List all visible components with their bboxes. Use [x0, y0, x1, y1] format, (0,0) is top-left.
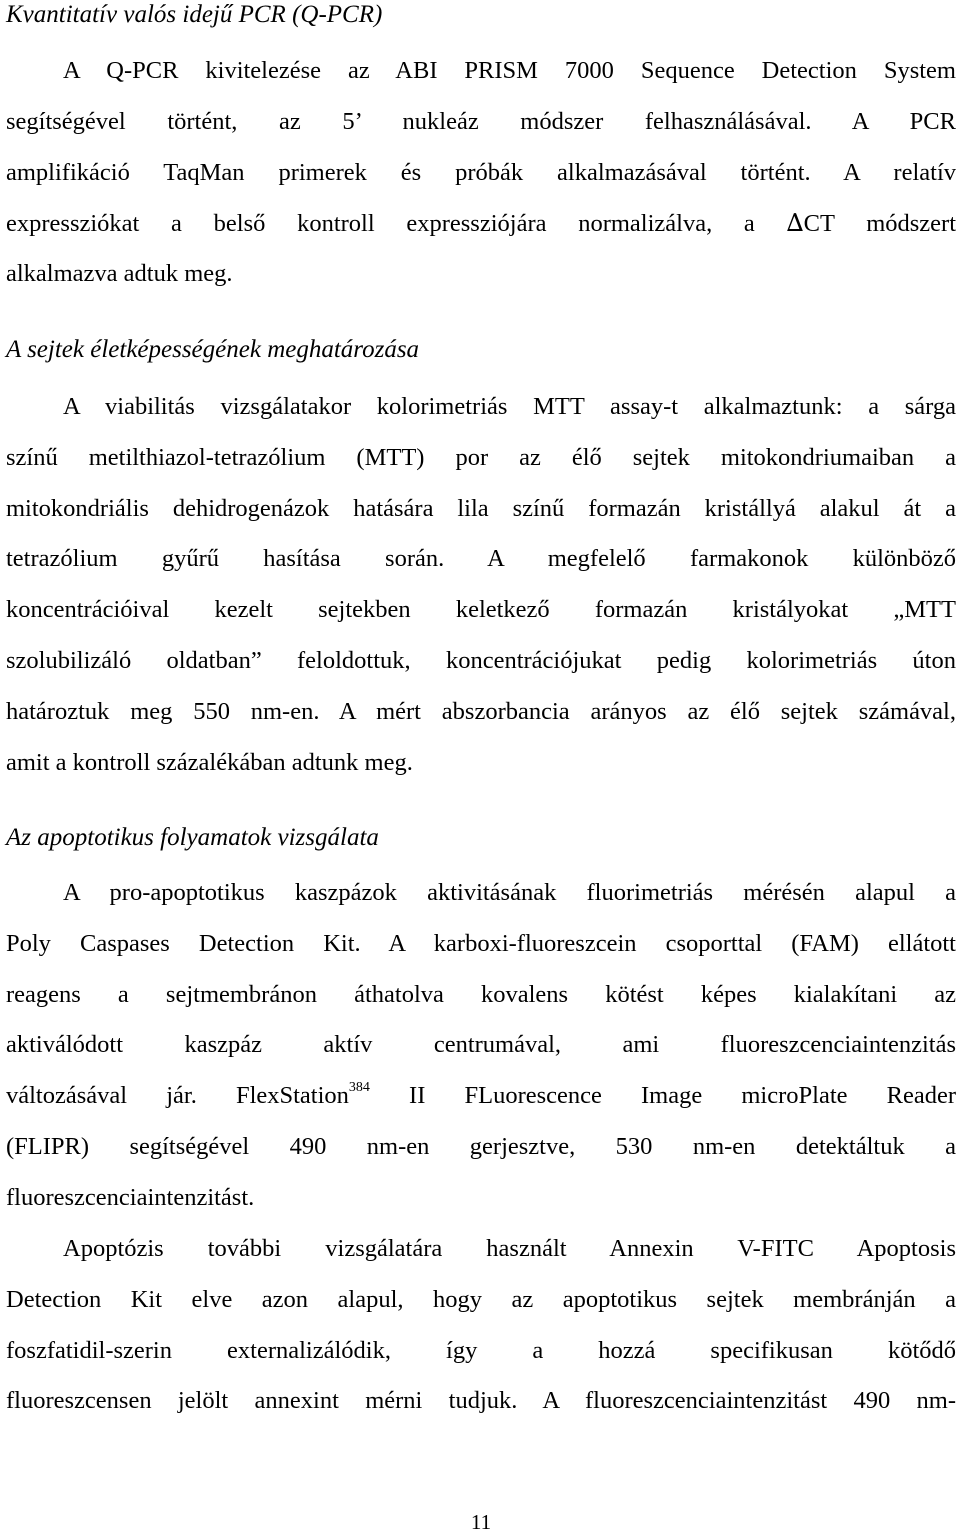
paragraph-line: koncentrációival kezelt sejtekben keletkező formazán kristályokat „MTT [6, 596, 956, 624]
paragraph-line: amplifikáció TaqMan primerek és próbák alkalmazásával történt. A relatív [6, 158, 956, 186]
paragraph-line: segítségével történt, az 5’ nukleáz módszer felhasználásával. A PCR [6, 107, 956, 135]
paragraph-line: szolubilizáló oldatban” feloldottuk, koncentrációjukat pedig kolorimetriás úton [6, 646, 956, 674]
paragraph-line: (FLIPR) segítségével 490 nm-en gerjesztve, 530 nm-en detektáltuk a [6, 1132, 956, 1160]
paragraph-line [6, 1071, 956, 1122]
line-text: változásával jár. FlexStation [6, 1082, 349, 1110]
paragraph-line: Apoptózis további vizsgálatára használt Annexin V-FITC Apoptosis [63, 1235, 956, 1262]
paragraph-line: reagens a sejtmembránon áthatolva kovalens kötést képes kialakítani az [6, 980, 956, 1008]
document-page [6, 0, 956, 1537]
line-text: expressziókat a belső kontroll expressziójára normalizálva, a [6, 210, 755, 238]
paragraph-line: Poly Caspases Detection Kit. A karboxi-fluoreszcein csoporttal (FAM) ellátott [6, 929, 956, 957]
paragraph-line: mitokondriális dehidrogenázok hatására lila színű formazán kristállyá alakul át a [6, 494, 956, 522]
section-heading-apoptosis: Az apoptotikus folyamatok vizsgálata [6, 824, 379, 851]
paragraph-annexin [6, 1224, 956, 1427]
paragraph-line: tetrazólium gyűrű hasítása során. A megfelelő farmakonok különböző [6, 545, 956, 573]
paragraph-line: aktiválódott kaszpáz aktív centrumával, ami fluoreszcenciaintenzitás [6, 1031, 956, 1059]
paragraph-line: határoztuk meg 550 nm-en. A mért abszorbancia arányos az élő sejtek számával, [6, 697, 956, 725]
paragraph-line: Detection Kit elve azon alapul, hogy az apoptotikus sejtek membránján a [6, 1285, 956, 1313]
paragraph-line: A pro-apoptotikus kaszpázok aktivitásának fluorimetriás mérésén alapul a [63, 879, 956, 906]
paragraph-qpcr [6, 46, 956, 300]
section-heading-viability: A sejtek életképességének meghatározása [6, 336, 420, 363]
line-text: CT módszert [803, 210, 957, 238]
paragraph-line: fluoreszcenciaintenzitást. [6, 1183, 255, 1211]
paragraph-line: foszfatidil-szerin externalizálódik, így a hozzá specifikusan kötődő [6, 1336, 956, 1364]
delta-symbol: ∆ [786, 208, 804, 238]
paragraph-caspase [6, 868, 956, 1224]
paragraph-line [6, 198, 956, 249]
paragraph-viability [6, 382, 956, 788]
paragraph-line: fluoreszcensen jelölt annexint mérni tudjuk. A fluoreszcenciaintenzitást 490 nm- [6, 1387, 956, 1415]
section-heading-qpcr: Kvantitatív valós idejű PCR (Q-PCR) [6, 1, 383, 28]
paragraph-line: amit a kontroll százalékában adtunk meg. [6, 748, 413, 776]
line-text: II FLuorescence Image microPlate Reader [409, 1082, 956, 1110]
page-number: 11 [470, 1510, 492, 1534]
superscript: 384 [348, 1080, 370, 1096]
paragraph-line: A Q-PCR kivitelezése az ABI PRISM 7000 Sequence Detection System [63, 57, 956, 84]
paragraph-line: alkalmazva adtuk meg. [6, 260, 233, 288]
paragraph-line: színű metilthiazol-tetrazólium (MTT) por az élő sejtek mitokondriumaiban a [6, 443, 956, 471]
paragraph-line: A viabilitás vizsgálatakor kolorimetriás MTT assay-t alkalmaztunk: a sárga [63, 393, 956, 420]
